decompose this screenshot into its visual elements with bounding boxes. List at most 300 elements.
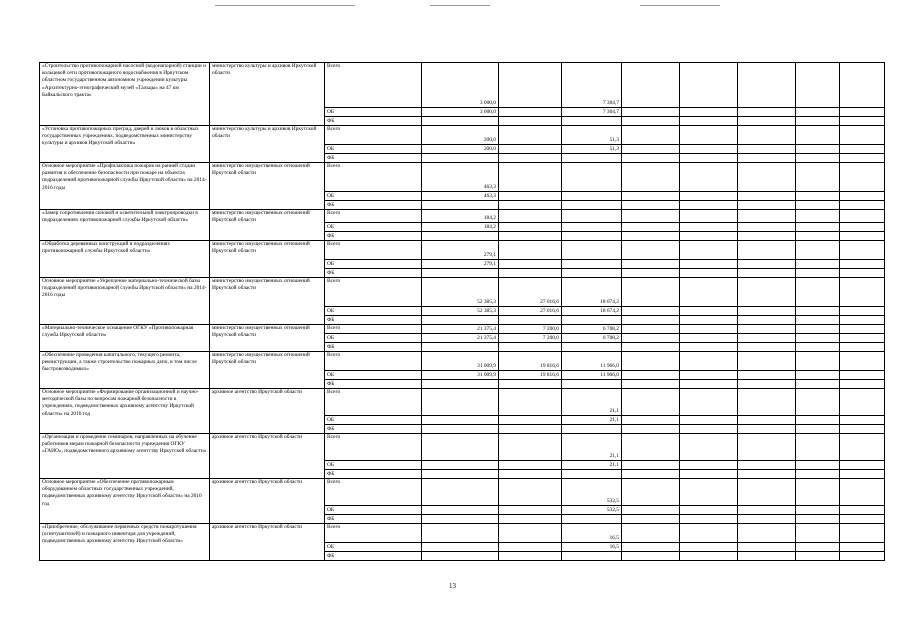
empty-cell	[840, 470, 885, 479]
empty-cell	[622, 515, 680, 524]
empty-cell	[796, 325, 840, 334]
funding-source-cell: ФБ	[325, 380, 422, 389]
empty-cell	[840, 316, 885, 325]
amount-cell-v3: 6 708,2	[562, 334, 622, 343]
empty-cell	[796, 334, 840, 343]
funding-source-cell: Всего	[325, 210, 422, 223]
empty-cell	[840, 63, 885, 108]
amount-cell-v3	[562, 380, 622, 389]
empty-cell	[796, 260, 840, 269]
executor-cell: министерство имущественных отношений Иркутской области	[210, 241, 325, 278]
amount-cell-v1: 463,3	[422, 163, 499, 192]
empty-cell	[840, 552, 885, 561]
empty-cell	[738, 260, 796, 269]
measure-name-cell: Основное мероприятие «Профилактика пожаров на ранней стадии развития и обеспечение безопасности при пожаре на объектах подразделений противопожарной службы Иркутской области» на 2014-2016 годы	[40, 163, 210, 210]
empty-cell	[680, 223, 738, 232]
measure-name-cell: «Приобретение, обслуживание первичных средств пожаротушения (огнетушителей) и пожарного инвентаря для учреждений, подведомственных архивному агентству Иркутской области»	[40, 524, 210, 561]
funding-source-cell: ОБ	[325, 260, 422, 269]
empty-cell	[840, 506, 885, 515]
empty-cell	[622, 117, 680, 126]
amount-cell-v2	[499, 117, 562, 126]
funding-source-cell: Всего	[325, 352, 422, 371]
page-number: 13	[449, 582, 456, 590]
empty-cell	[622, 192, 680, 201]
amount-cell-v1	[422, 201, 499, 210]
amount-cell-v1	[422, 389, 499, 416]
amount-cell-v1: 31 009,9	[422, 352, 499, 371]
empty-cell	[680, 515, 738, 524]
empty-cell	[738, 334, 796, 343]
funding-source-cell: ФБ	[325, 232, 422, 241]
amount-cell-v1: 21 375,4	[422, 325, 499, 334]
empty-cell	[738, 416, 796, 425]
empty-cell	[622, 278, 680, 307]
amount-cell-v3: 18 674,2	[562, 307, 622, 316]
amount-cell-v1: 200,0	[422, 126, 499, 145]
empty-cell	[738, 232, 796, 241]
empty-cell	[680, 343, 738, 352]
empty-cell	[840, 334, 885, 343]
amount-cell-v1: 3 000,0	[422, 108, 499, 117]
amount-cell-v1: 31 009,9	[422, 371, 499, 380]
empty-cell	[738, 126, 796, 145]
empty-cell	[840, 154, 885, 163]
empty-cell	[680, 108, 738, 117]
empty-cell	[680, 416, 738, 425]
amount-cell-v2	[499, 479, 562, 506]
funding-source-cell: Всего	[325, 325, 422, 334]
empty-cell	[622, 506, 680, 515]
amount-cell-v1	[422, 524, 499, 543]
table-row	[40, 63, 885, 108]
amount-cell-v2: 27 016,6	[499, 278, 562, 307]
empty-cell	[738, 515, 796, 524]
funding-source-cell: Всего	[325, 434, 422, 461]
empty-cell	[680, 371, 738, 380]
empty-cell	[796, 343, 840, 352]
empty-cell	[840, 434, 885, 461]
executor-cell: министерство культуры и архивов Иркутской области	[210, 126, 325, 163]
empty-cell	[622, 210, 680, 223]
empty-cell	[622, 145, 680, 154]
executor-cell: архивное агентство Иркутской области	[210, 524, 325, 561]
amount-cell-v3	[562, 470, 622, 479]
empty-cell	[796, 416, 840, 425]
funding-source-cell: Всего	[325, 241, 422, 260]
empty-cell	[840, 425, 885, 434]
empty-cell	[840, 524, 885, 543]
amount-cell-v3: 7 304,7	[562, 63, 622, 108]
funding-source-cell: Всего	[325, 278, 422, 307]
amount-cell-v2: 7 200,0	[499, 334, 562, 343]
amount-cell-v2	[499, 425, 562, 434]
table-row	[40, 352, 885, 371]
amount-cell-v1: 279,1	[422, 241, 499, 260]
empty-cell	[738, 223, 796, 232]
table-row	[40, 278, 885, 307]
empty-cell	[680, 461, 738, 470]
empty-cell	[622, 108, 680, 117]
empty-cell	[796, 515, 840, 524]
empty-cell	[796, 461, 840, 470]
empty-cell	[622, 325, 680, 334]
measure-name-cell: «Организация и проведение семинаров, направленных на обучение работников мерам пожарной безопасности учреждения ОГКУ «ГАИО», подведомственного архивному агентству Иркутской области»	[40, 434, 210, 479]
empty-cell	[680, 154, 738, 163]
budget-table	[39, 62, 885, 561]
amount-cell-v3: 11 966,0	[562, 352, 622, 371]
empty-cell	[738, 154, 796, 163]
empty-cell	[796, 278, 840, 307]
empty-cell	[796, 145, 840, 154]
empty-cell	[738, 552, 796, 561]
empty-cell	[622, 543, 680, 552]
amount-cell-v2	[499, 232, 562, 241]
empty-cell	[738, 269, 796, 278]
empty-cell	[680, 210, 738, 223]
funding-source-cell: Всего	[325, 126, 422, 145]
table-row	[40, 241, 885, 260]
amount-cell-v1	[422, 461, 499, 470]
empty-cell	[680, 425, 738, 434]
amount-cell-v1	[422, 380, 499, 389]
empty-cell	[738, 425, 796, 434]
empty-cell	[622, 269, 680, 278]
empty-cell	[840, 145, 885, 154]
empty-cell	[840, 416, 885, 425]
empty-cell	[680, 117, 738, 126]
amount-cell-v2	[499, 260, 562, 269]
empty-cell	[796, 380, 840, 389]
empty-cell	[796, 543, 840, 552]
empty-cell	[840, 201, 885, 210]
amount-cell-v3	[562, 163, 622, 192]
amount-cell-v1: 52 385,3	[422, 307, 499, 316]
empty-cell	[796, 479, 840, 506]
empty-cell	[622, 126, 680, 145]
amount-cell-v2: 27 016,6	[499, 307, 562, 316]
amount-cell-v2	[499, 63, 562, 108]
funding-source-cell: Всего	[325, 389, 422, 416]
amount-cell-v1	[422, 506, 499, 515]
measure-name-cell: Основное мероприятие «Формирование организационной и научно-методической базы по вопросам пожарной безопасности в учреждениях, подведомственных архивному агентству Иркутской области» на 2016 год	[40, 389, 210, 434]
empty-cell	[738, 63, 796, 108]
executor-cell: министерство культуры и архивов Иркутской области	[210, 63, 325, 126]
amount-cell-v1	[422, 343, 499, 352]
empty-cell	[840, 325, 885, 334]
amount-cell-v3	[562, 316, 622, 325]
amount-cell-v3: 7 304,7	[562, 108, 622, 117]
amount-cell-v2: 19 816,6	[499, 371, 562, 380]
empty-cell	[622, 241, 680, 260]
empty-cell	[796, 425, 840, 434]
empty-cell	[622, 371, 680, 380]
funding-source-cell: ФБ	[325, 201, 422, 210]
amount-cell-v1: 3 000,0	[422, 63, 499, 108]
empty-cell	[796, 192, 840, 201]
amount-cell-v2: 7 200,0	[499, 325, 562, 334]
empty-cell	[796, 307, 840, 316]
empty-cell	[738, 117, 796, 126]
amount-cell-v1	[422, 316, 499, 325]
amount-cell-v2	[499, 241, 562, 260]
empty-cell	[738, 343, 796, 352]
empty-cell	[840, 307, 885, 316]
scan-artifact-line	[215, 5, 355, 6]
empty-cell	[796, 371, 840, 380]
empty-cell	[622, 343, 680, 352]
empty-cell	[738, 145, 796, 154]
empty-cell	[680, 201, 738, 210]
empty-cell	[680, 192, 738, 201]
empty-cell	[680, 278, 738, 307]
empty-cell	[622, 163, 680, 192]
funding-source-cell: ОБ	[325, 192, 422, 201]
empty-cell	[622, 223, 680, 232]
empty-cell	[796, 126, 840, 145]
amount-cell-v1	[422, 515, 499, 524]
amount-cell-v3	[562, 232, 622, 241]
empty-cell	[680, 126, 738, 145]
amount-cell-v2	[499, 316, 562, 325]
empty-cell	[840, 380, 885, 389]
empty-cell	[796, 389, 840, 416]
amount-cell-v3	[562, 223, 622, 232]
empty-cell	[680, 524, 738, 543]
amount-cell-v2	[499, 269, 562, 278]
empty-cell	[840, 371, 885, 380]
amount-cell-v2	[499, 461, 562, 470]
empty-cell	[840, 343, 885, 352]
empty-cell	[738, 192, 796, 201]
funding-source-cell: ОБ	[325, 307, 422, 316]
funding-source-cell: ФБ	[325, 343, 422, 352]
executor-cell: архивное агентство Иркутской области	[210, 479, 325, 524]
funding-source-cell: ФБ	[325, 269, 422, 278]
funding-source-cell: ОБ	[325, 461, 422, 470]
empty-cell	[622, 479, 680, 506]
amount-cell-v3	[562, 154, 622, 163]
amount-cell-v2	[499, 163, 562, 192]
measure-name-cell: «Строительство противопожарной насосной (водонапорной) станции и кольцевой сети противопожарного водоснабжения в Иркутском областном государственном автономном учреждении культуры «Архитектурно-этнографический музей «Тальцы» на 47 км Байкальского тракта»	[40, 63, 210, 126]
table-row	[40, 210, 885, 223]
amount-cell-v3: 21,1	[562, 461, 622, 470]
empty-cell	[840, 515, 885, 524]
empty-cell	[840, 352, 885, 371]
amount-cell-v2	[499, 126, 562, 145]
amount-cell-v3	[562, 260, 622, 269]
measure-name-cell: «Обеспечение проведения капитального, текущего ремонта, реконструкции, а также строительство пожарных депо, в том числе быстровозводимых»	[40, 352, 210, 389]
table-row	[40, 479, 885, 506]
empty-cell	[622, 334, 680, 343]
measure-name-cell: Основное мероприятие «Обеспечение противопожарным оборудованием областных государственных учреждений, подведомственных архивному агентству Иркутской области» на 2016 год	[40, 479, 210, 524]
empty-cell	[622, 63, 680, 108]
empty-cell	[622, 389, 680, 416]
amount-cell-v1	[422, 470, 499, 479]
empty-cell	[840, 108, 885, 117]
amount-cell-v1: 279,1	[422, 260, 499, 269]
empty-cell	[738, 524, 796, 543]
amount-cell-v2	[499, 416, 562, 425]
empty-cell	[738, 210, 796, 223]
empty-cell	[840, 479, 885, 506]
amount-cell-v1: 184,2	[422, 210, 499, 223]
empty-cell	[738, 479, 796, 506]
funding-source-cell: Всего	[325, 524, 422, 543]
empty-cell	[680, 63, 738, 108]
empty-cell	[680, 241, 738, 260]
amount-cell-v3	[562, 241, 622, 260]
empty-cell	[840, 126, 885, 145]
amount-cell-v1	[422, 416, 499, 425]
empty-cell	[738, 434, 796, 461]
amount-cell-v2	[499, 543, 562, 552]
empty-cell	[840, 461, 885, 470]
empty-cell	[738, 108, 796, 117]
funding-source-cell: ФБ	[325, 316, 422, 325]
amount-cell-v3: 21,1	[562, 434, 622, 461]
amount-cell-v2	[499, 515, 562, 524]
empty-cell	[738, 241, 796, 260]
amount-cell-v3: 6 708,2	[562, 325, 622, 334]
empty-cell	[840, 278, 885, 307]
amount-cell-v2	[499, 201, 562, 210]
amount-cell-v2	[499, 108, 562, 117]
amount-cell-v3: 532,5	[562, 506, 622, 515]
empty-cell	[796, 210, 840, 223]
empty-cell	[796, 232, 840, 241]
amount-cell-v3	[562, 552, 622, 561]
amount-cell-v2	[499, 389, 562, 416]
empty-cell	[680, 269, 738, 278]
empty-cell	[622, 461, 680, 470]
empty-cell	[622, 352, 680, 371]
table-row	[40, 389, 885, 416]
empty-cell	[622, 232, 680, 241]
amount-cell-v1	[422, 117, 499, 126]
table-row	[40, 325, 885, 334]
empty-cell	[796, 524, 840, 543]
empty-cell	[840, 117, 885, 126]
funding-source-cell: Всего	[325, 63, 422, 108]
amount-cell-v3: 18 674,2	[562, 278, 622, 307]
empty-cell	[680, 543, 738, 552]
amount-cell-v3: 16,5	[562, 524, 622, 543]
amount-cell-v2	[499, 192, 562, 201]
amount-cell-v2	[499, 210, 562, 223]
empty-cell	[840, 389, 885, 416]
empty-cell	[738, 201, 796, 210]
empty-cell	[738, 307, 796, 316]
empty-cell	[738, 316, 796, 325]
empty-cell	[840, 210, 885, 223]
empty-cell	[796, 316, 840, 325]
empty-cell	[680, 552, 738, 561]
empty-cell	[840, 223, 885, 232]
amount-cell-v2	[499, 506, 562, 515]
amount-cell-v2	[499, 223, 562, 232]
empty-cell	[738, 278, 796, 307]
amount-cell-v2	[499, 154, 562, 163]
executor-cell: министерство имущественных отношений Иркутской области	[210, 163, 325, 210]
empty-cell	[680, 260, 738, 269]
funding-source-cell: ФБ	[325, 470, 422, 479]
amount-cell-v3	[562, 201, 622, 210]
amount-cell-v1	[422, 479, 499, 506]
amount-cell-v3: 51,3	[562, 145, 622, 154]
empty-cell	[622, 154, 680, 163]
empty-cell	[680, 232, 738, 241]
empty-cell	[738, 461, 796, 470]
empty-cell	[840, 232, 885, 241]
funding-source-cell: ФБ	[325, 154, 422, 163]
empty-cell	[796, 434, 840, 461]
empty-cell	[738, 380, 796, 389]
empty-cell	[738, 506, 796, 515]
measure-name-cell: «Материально-техническое оснащение ОГКУ «Противопожарная служба Иркутской области»	[40, 325, 210, 352]
empty-cell	[622, 380, 680, 389]
table-body	[40, 63, 885, 561]
empty-cell	[680, 334, 738, 343]
empty-cell	[680, 434, 738, 461]
amount-cell-v3	[562, 117, 622, 126]
funding-source-cell: ОБ	[325, 543, 422, 552]
amount-cell-v3	[562, 192, 622, 201]
empty-cell	[622, 316, 680, 325]
empty-cell	[840, 260, 885, 269]
table-row	[40, 434, 885, 461]
table-row	[40, 126, 885, 145]
amount-cell-v1	[422, 154, 499, 163]
empty-cell	[796, 352, 840, 371]
empty-cell	[622, 470, 680, 479]
amount-cell-v2	[499, 552, 562, 561]
empty-cell	[796, 223, 840, 232]
amount-cell-v2	[499, 434, 562, 461]
executor-cell: министерство имущественных отношений Иркутской области	[210, 278, 325, 325]
empty-cell	[796, 470, 840, 479]
empty-cell	[796, 241, 840, 260]
funding-source-cell: ОБ	[325, 416, 422, 425]
funding-source-cell: ФБ	[325, 425, 422, 434]
empty-cell	[680, 506, 738, 515]
empty-cell	[796, 269, 840, 278]
empty-cell	[680, 316, 738, 325]
executor-cell: архивное агентство Иркутской области	[210, 434, 325, 479]
empty-cell	[796, 108, 840, 117]
empty-cell	[738, 352, 796, 371]
empty-cell	[796, 201, 840, 210]
funding-source-cell: ОБ	[325, 371, 422, 380]
empty-cell	[796, 552, 840, 561]
funding-source-cell: Всего	[325, 163, 422, 192]
empty-cell	[796, 154, 840, 163]
empty-cell	[840, 192, 885, 201]
empty-cell	[622, 201, 680, 210]
amount-cell-v2	[499, 380, 562, 389]
empty-cell	[840, 241, 885, 260]
amount-cell-v1	[422, 434, 499, 461]
empty-cell	[680, 325, 738, 334]
measure-name-cell: «Установка противопожарных преград, дверей и люков в областных государственных учреждениях, подведомственных министерству культуры и архивов Иркутской области»	[40, 126, 210, 163]
amount-cell-v1: 463,3	[422, 192, 499, 201]
funding-source-cell: ОБ	[325, 223, 422, 232]
amount-cell-v2	[499, 343, 562, 352]
amount-cell-v1: 200,0	[422, 145, 499, 154]
amount-cell-v2	[499, 145, 562, 154]
empty-cell	[622, 524, 680, 543]
table-row	[40, 163, 885, 192]
measure-name-cell: «Обработка деревянных конструкций в подразделениях противопожарной службы Иркутской области»	[40, 241, 210, 278]
